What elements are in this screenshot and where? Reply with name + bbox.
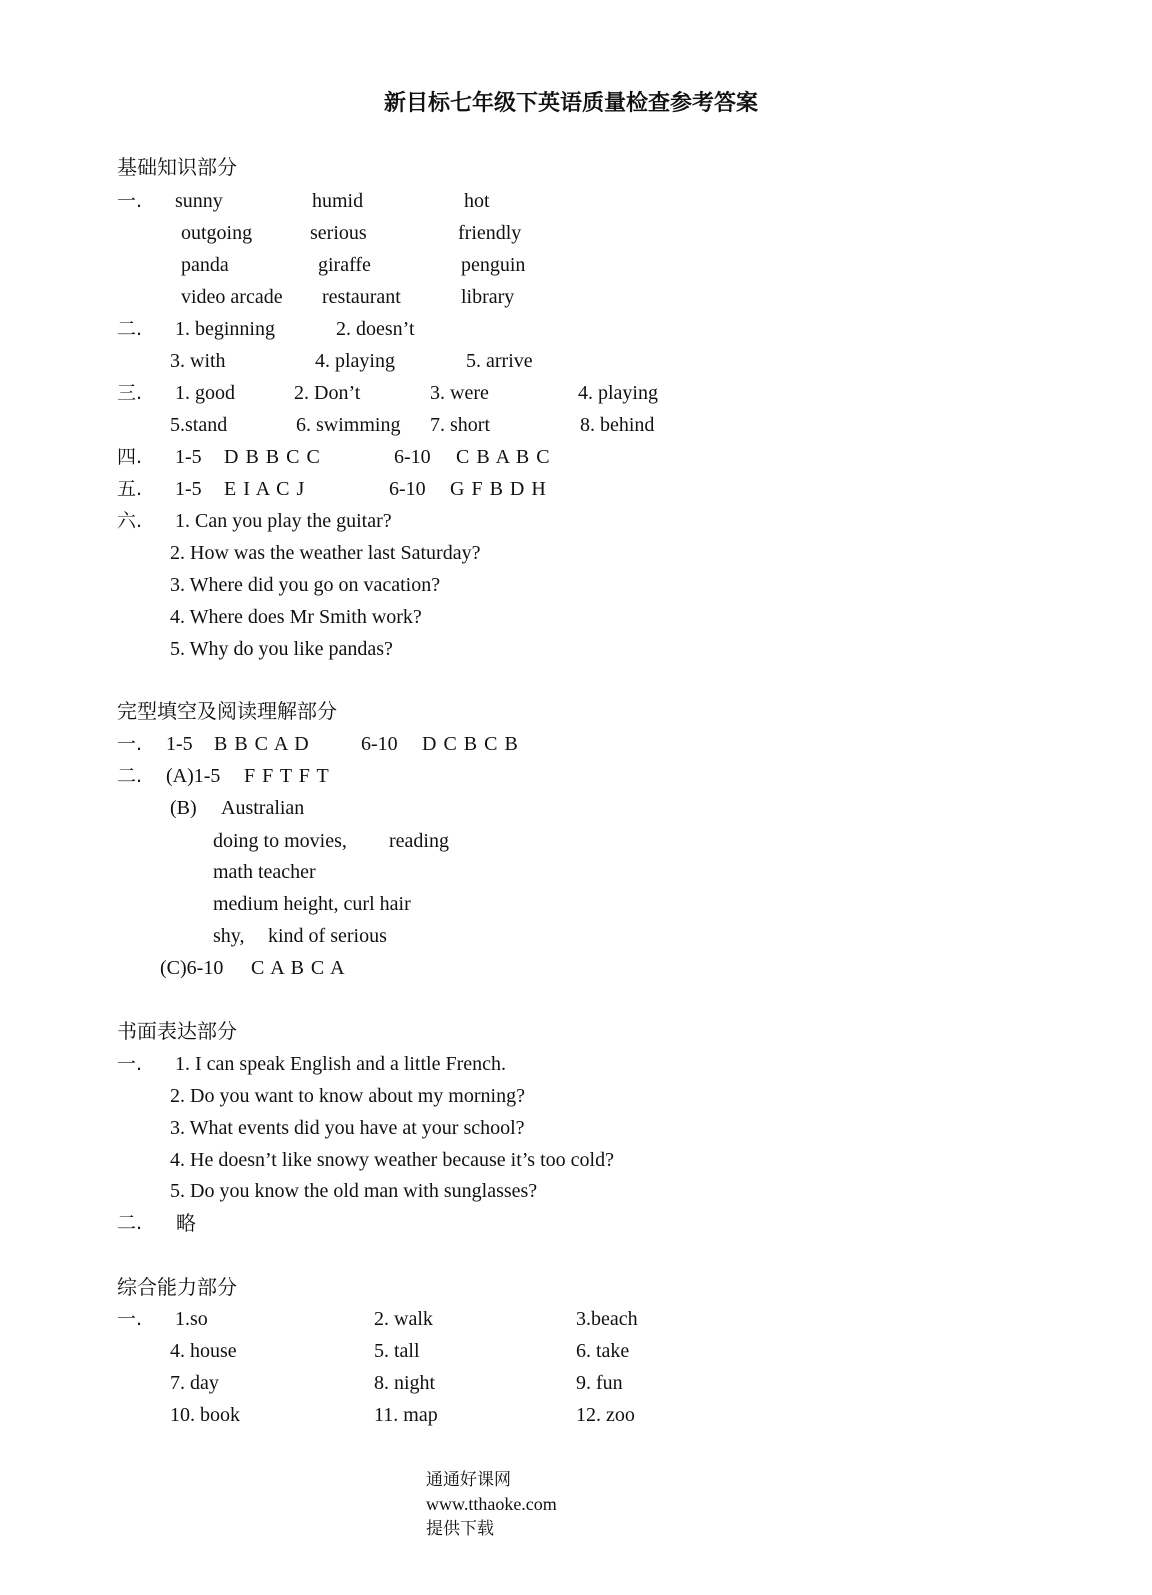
answer-sentence: 4. Where does Mr Smith work? — [170, 606, 422, 628]
answer: 12. zoo — [576, 1404, 635, 1426]
answer-range: 1-5 — [166, 733, 193, 755]
answer: 1.so — [175, 1308, 208, 1330]
section-heading-basic: 基础知识部分 — [117, 155, 237, 179]
answer-sentence: 1. Can you play the guitar? — [175, 510, 392, 532]
answer: 8. behind — [580, 414, 655, 436]
answer: doing to movies, — [213, 830, 347, 852]
answer-range: 6-10 — [389, 478, 426, 500]
answer: math teacher — [213, 861, 316, 883]
answer: medium height, curl hair — [213, 893, 411, 915]
answer: 5.stand — [170, 414, 228, 436]
answer-range: 6-10 — [394, 446, 431, 468]
answer: 1. good — [175, 382, 235, 404]
answer: 10. book — [170, 1404, 240, 1426]
answer: 2. walk — [374, 1308, 433, 1330]
answer: 3.beach — [576, 1308, 638, 1330]
answer-sentence: 2. How was the weather last Saturday? — [170, 542, 481, 564]
answer: 5. tall — [374, 1340, 420, 1362]
answer: 4. house — [170, 1340, 237, 1362]
answer: serious — [310, 222, 367, 244]
answer: 8. night — [374, 1372, 436, 1394]
answer: 4. playing — [315, 350, 395, 372]
answer: outgoing — [181, 222, 253, 244]
answer: 6. swimming — [296, 414, 401, 436]
answer: 3. were — [430, 382, 489, 404]
question-number: 二. — [117, 765, 143, 787]
answer: 3. with — [170, 350, 226, 372]
question-number: 一. — [117, 1308, 143, 1330]
footer-note: 提供下载 — [426, 1519, 494, 1539]
answer: 1. beginning — [175, 318, 275, 340]
answer: E I A C J — [224, 478, 306, 500]
section-heading-writing: 书面表达部分 — [117, 1019, 237, 1043]
answer-sentence: 5. Why do you like pandas? — [170, 638, 393, 660]
answer: 5. arrive — [466, 350, 533, 372]
answer-part-label: (A)1-5 — [166, 765, 221, 787]
answer: D C B C B — [422, 733, 519, 755]
answer: D B B C C — [224, 446, 321, 468]
question-number: 四. — [117, 446, 143, 468]
answer: reading — [389, 830, 449, 852]
answer-sentence: 3. What events did you have at your school? — [170, 1117, 525, 1139]
answer: F F T F T — [244, 765, 330, 787]
answer: kind of serious — [268, 925, 387, 947]
answer-sentence: 1. I can speak English and a little French. — [175, 1053, 507, 1075]
answer-range: 1-5 — [175, 478, 202, 500]
question-number: 一. — [117, 1053, 143, 1075]
answer: penguin — [461, 254, 526, 276]
page-title: 新目标七年级下英语质量检查参考答案 — [384, 91, 759, 116]
question-number: 五. — [117, 478, 143, 500]
answer: 4. playing — [578, 382, 658, 404]
answer: giraffe — [318, 254, 371, 276]
answer: 6. take — [576, 1340, 630, 1362]
question-number: 一. — [117, 733, 143, 755]
section-heading-comprehensive: 综合能力部分 — [117, 1275, 237, 1299]
answer: Australian — [221, 797, 305, 819]
answer: 2. doesn’t — [336, 318, 415, 340]
answer: C A B C A — [251, 957, 346, 979]
answer-range: 1-5 — [175, 446, 202, 468]
answer: 2. Don’t — [294, 382, 361, 404]
answer-sentence: 3. Where did you go on vacation? — [170, 574, 441, 596]
answer: sunny — [175, 190, 223, 212]
answer: 略 — [176, 1211, 196, 1235]
answer: B B C A D — [214, 733, 310, 755]
answer: humid — [312, 190, 364, 212]
answer-sentence: 5. Do you know the old man with sunglasses? — [170, 1180, 538, 1202]
footer-site-name: 通通好课网 — [426, 1470, 511, 1490]
section-heading-cloze-reading: 完型填空及阅读理解部分 — [117, 699, 337, 723]
question-number: 六. — [117, 510, 143, 532]
answer: video arcade — [181, 286, 283, 308]
answer: shy, — [213, 925, 245, 947]
page-footer — [408, 1443, 557, 1565]
question-number: 三. — [117, 382, 143, 404]
answer: panda — [181, 254, 229, 276]
answer: hot — [464, 190, 490, 212]
answer-part-label: (C)6-10 — [160, 957, 224, 979]
footer-url[interactable]: www.tthaoke.com — [426, 1494, 557, 1514]
answer-sentence: 2. Do you want to know about my morning? — [170, 1085, 525, 1107]
answer-part-label: (B) — [170, 797, 197, 819]
answer: restaurant — [322, 286, 401, 308]
answer: library — [461, 286, 515, 308]
question-number: 二. — [117, 1212, 143, 1234]
answer: 7. day — [170, 1372, 219, 1394]
answer: C B A B C — [456, 446, 551, 468]
answer-range: 6-10 — [361, 733, 398, 755]
answer: 7. short — [430, 414, 490, 436]
answer: 9. fun — [576, 1372, 623, 1394]
question-number: 一. — [117, 190, 143, 212]
answer: friendly — [458, 222, 522, 244]
answer: 11. map — [374, 1404, 438, 1426]
question-number: 二. — [117, 318, 143, 340]
answer-sentence: 4. He doesn’t like snowy weather because it’s too cold? — [170, 1149, 614, 1171]
answer: G F B D H — [450, 478, 547, 500]
